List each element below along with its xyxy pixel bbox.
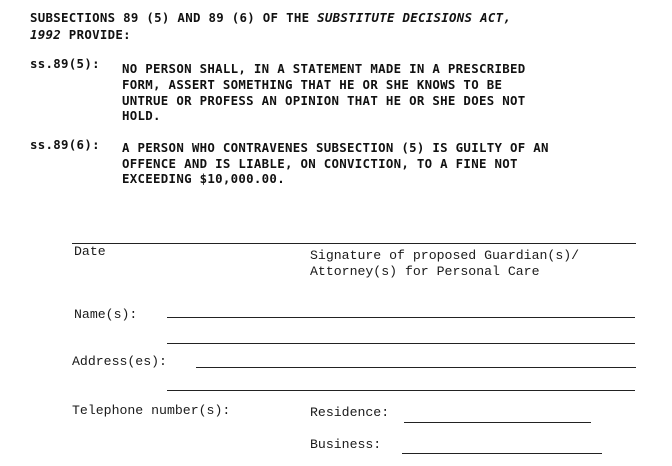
telephone-label: Telephone number(s):	[72, 403, 231, 418]
section-ref-89-6: ss.89(6):	[30, 137, 100, 152]
residence-label: Residence:	[310, 405, 390, 420]
section-ref-89-5: ss.89(5):	[30, 56, 100, 71]
name-label: Name(s):	[74, 307, 138, 322]
section-89-5-line-2: FORM, ASSERT SOMETHING THAT HE OR SHE KNOWS TO BE	[122, 77, 503, 92]
signature-label-line-1: Signature of proposed Guardian(s)/	[310, 248, 580, 263]
header-suffix: PROVIDE:	[61, 27, 131, 42]
section-89-6-line-3: EXCEEDING $10,000.00.	[122, 171, 285, 186]
signature-line[interactable]	[72, 243, 636, 244]
header-prefix: SUBSECTIONS 89 (5) AND 89 (6) OF THE	[30, 10, 318, 25]
address-field-line-1[interactable]	[196, 367, 636, 368]
header-line-1	[30, 10, 511, 25]
signature-label-line-2: Attorney(s) for Personal Care	[310, 264, 540, 279]
section-89-5-line-3: UNTRUE OR PROFESS AN OPINION THAT HE OR SHE DOES NOT	[122, 93, 526, 108]
name-field-line-1[interactable]	[167, 317, 635, 318]
business-label: Business:	[310, 437, 382, 452]
address-field-line-2[interactable]	[167, 390, 635, 391]
act-year: 1992	[30, 27, 62, 42]
section-89-6-line-2: OFFENCE AND IS LIABLE, ON CONVICTION, TO A FINE NOT	[122, 156, 518, 171]
section-89-5-line-4: HOLD.	[122, 108, 161, 123]
name-field-line-2[interactable]	[167, 343, 635, 344]
business-field-line[interactable]	[402, 453, 602, 454]
address-label: Address(es):	[72, 354, 167, 369]
residence-field-line[interactable]	[404, 422, 591, 423]
header-line-2	[30, 27, 131, 42]
section-89-5-line-1: NO PERSON SHALL, IN A STATEMENT MADE IN A PRESCRIBED	[122, 61, 526, 76]
section-89-6-line-1: A PERSON WHO CONTRAVENES SUBSECTION (5) IS GUILTY OF AN	[122, 140, 549, 155]
act-name: SUBSTITUTE DECISIONS ACT,	[317, 10, 512, 25]
date-label: Date	[74, 244, 106, 259]
